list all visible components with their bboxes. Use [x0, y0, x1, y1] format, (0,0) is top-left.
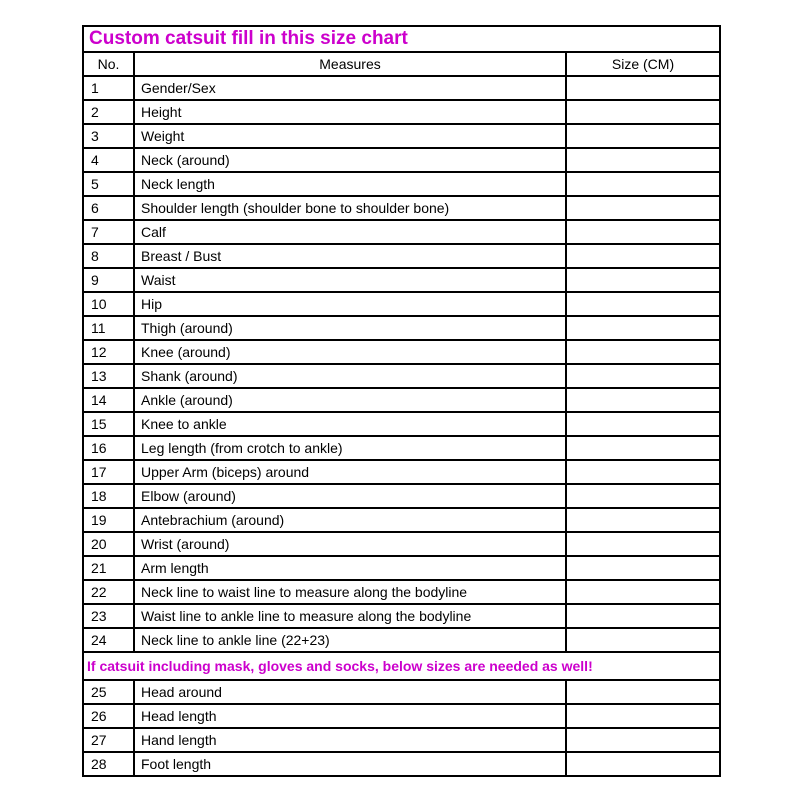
row-number: 11	[83, 316, 134, 340]
row-number: 15	[83, 412, 134, 436]
row-number: 1	[83, 76, 134, 100]
size-cell	[566, 412, 720, 436]
measure-label: Leg length (from crotch to ankle)	[134, 436, 566, 460]
col-header-no: No.	[83, 52, 134, 76]
measure-label: Height	[134, 100, 566, 124]
table-row	[83, 580, 720, 604]
size-cell	[566, 340, 720, 364]
table-row	[83, 76, 720, 100]
table-row	[83, 100, 720, 124]
col-header-size: Size (CM)	[566, 52, 720, 76]
measure-label: Ankle (around)	[134, 388, 566, 412]
size-cell	[566, 148, 720, 172]
measure-label: Hip	[134, 292, 566, 316]
measure-label: Wrist (around)	[134, 532, 566, 556]
measure-label: Hand length	[134, 728, 566, 752]
table-row	[83, 412, 720, 436]
row-number: 9	[83, 268, 134, 292]
row-number: 2	[83, 100, 134, 124]
measure-label: Elbow (around)	[134, 484, 566, 508]
measure-label: Thigh (around)	[134, 316, 566, 340]
measure-label: Shank (around)	[134, 364, 566, 388]
table-row	[83, 148, 720, 172]
table-row	[83, 704, 720, 728]
rows-extra	[83, 680, 720, 776]
row-number: 22	[83, 580, 134, 604]
row-number: 21	[83, 556, 134, 580]
size-chart-table	[82, 25, 721, 777]
table-row	[83, 752, 720, 776]
row-number: 18	[83, 484, 134, 508]
row-number: 26	[83, 704, 134, 728]
title-row	[83, 26, 720, 52]
table-row	[83, 220, 720, 244]
table-row	[83, 268, 720, 292]
table-row	[83, 172, 720, 196]
size-cell	[566, 508, 720, 532]
table-row	[83, 244, 720, 268]
table-row	[83, 124, 720, 148]
row-number: 17	[83, 460, 134, 484]
size-cell	[566, 728, 720, 752]
size-cell	[566, 196, 720, 220]
size-cell	[566, 604, 720, 628]
row-number: 20	[83, 532, 134, 556]
rows-main	[83, 76, 720, 652]
measure-label: Waist	[134, 268, 566, 292]
size-cell	[566, 364, 720, 388]
measure-label: Arm length	[134, 556, 566, 580]
col-header-measures: Measures	[134, 52, 566, 76]
row-number: 6	[83, 196, 134, 220]
note-row	[83, 652, 720, 680]
size-cell	[566, 292, 720, 316]
row-number: 28	[83, 752, 134, 776]
table-row	[83, 196, 720, 220]
row-number: 8	[83, 244, 134, 268]
chart-title: Custom catsuit fill in this size chart	[83, 26, 720, 52]
row-number: 13	[83, 364, 134, 388]
measure-label: Shoulder length (shoulder bone to shoulder bone)	[134, 196, 566, 220]
row-number: 24	[83, 628, 134, 652]
row-number: 25	[83, 680, 134, 704]
row-number: 16	[83, 436, 134, 460]
size-cell	[566, 124, 720, 148]
measure-label: Head length	[134, 704, 566, 728]
row-number: 3	[83, 124, 134, 148]
row-number: 14	[83, 388, 134, 412]
table-row	[83, 292, 720, 316]
note-banner: If catsuit including mask, gloves and socks, below sizes are needed as well!	[83, 652, 720, 680]
row-number: 5	[83, 172, 134, 196]
size-cell	[566, 244, 720, 268]
size-cell	[566, 556, 720, 580]
table-row	[83, 460, 720, 484]
size-cell	[566, 580, 720, 604]
size-cell	[566, 220, 720, 244]
row-number: 7	[83, 220, 134, 244]
table-row	[83, 436, 720, 460]
size-cell	[566, 436, 720, 460]
row-number: 27	[83, 728, 134, 752]
size-cell	[566, 100, 720, 124]
header-row	[83, 52, 720, 76]
measure-label: Neck length	[134, 172, 566, 196]
measure-label: Head around	[134, 680, 566, 704]
measure-label: Upper Arm (biceps) around	[134, 460, 566, 484]
table-row	[83, 628, 720, 652]
measure-label: Weight	[134, 124, 566, 148]
table-row	[83, 532, 720, 556]
table-row	[83, 604, 720, 628]
table-row	[83, 680, 720, 704]
measure-label: Gender/Sex	[134, 76, 566, 100]
size-cell	[566, 460, 720, 484]
table-row	[83, 484, 720, 508]
measure-label: Antebrachium (around)	[134, 508, 566, 532]
table-row	[83, 556, 720, 580]
size-cell	[566, 268, 720, 292]
measure-label: Knee (around)	[134, 340, 566, 364]
row-number: 23	[83, 604, 134, 628]
measure-label: Knee to ankle	[134, 412, 566, 436]
size-cell	[566, 484, 720, 508]
measure-label: Neck line to ankle line (22+23)	[134, 628, 566, 652]
table-row	[83, 508, 720, 532]
size-cell	[566, 752, 720, 776]
table-row	[83, 340, 720, 364]
size-cell	[566, 680, 720, 704]
measure-label: Waist line to ankle line to measure along the bodyline	[134, 604, 566, 628]
size-cell	[566, 388, 720, 412]
size-cell	[566, 316, 720, 340]
row-number: 4	[83, 148, 134, 172]
measure-label: Calf	[134, 220, 566, 244]
measure-label: Foot length	[134, 752, 566, 776]
size-cell	[566, 704, 720, 728]
row-number: 19	[83, 508, 134, 532]
size-cell	[566, 628, 720, 652]
measure-label: Neck (around)	[134, 148, 566, 172]
table-row	[83, 388, 720, 412]
table-row	[83, 364, 720, 388]
measure-label: Breast / Bust	[134, 244, 566, 268]
row-number: 12	[83, 340, 134, 364]
table-row	[83, 728, 720, 752]
row-number: 10	[83, 292, 134, 316]
measure-label: Neck line to waist line to measure along the bodyline	[134, 580, 566, 604]
table-row	[83, 316, 720, 340]
size-cell	[566, 76, 720, 100]
size-cell	[566, 532, 720, 556]
size-cell	[566, 172, 720, 196]
